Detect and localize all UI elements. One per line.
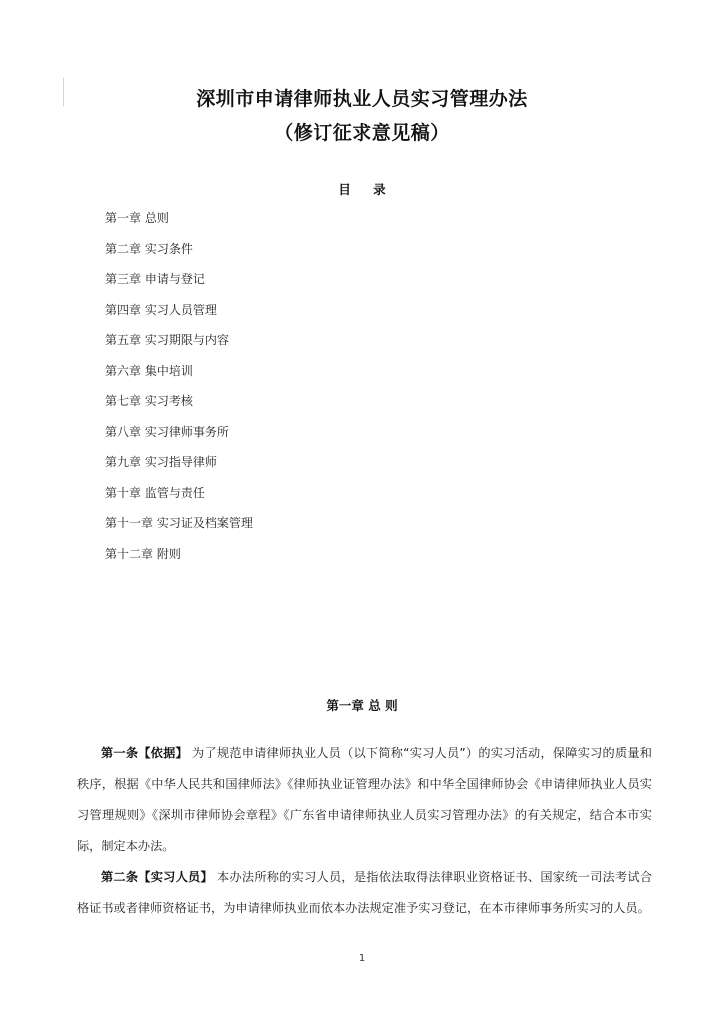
toc-item: 第一章 总则 [105,211,169,225]
toc-item: 第六章 集中培训 [105,363,193,378]
page-number: 1 [358,953,366,964]
article-label: 第二条【实习人员】 [101,870,213,884]
document-title: 深圳市申请律师执业人员实习管理办法 [196,88,528,110]
toc-item: 第五章 实习期限与内容 [105,333,229,347]
chapter-body [77,738,652,924]
article-text: 本办法所称的实习人员，是指依法取得法律职业资格证书、国家统一司法考试合格证书或者律师资格证书，为申请律师执业而依本办法规定准予实习登记，在本市律师事务所实习的人员。 [77,870,653,915]
toc-item: 第七章 实习考核 [105,394,193,408]
chapter-heading: 第一章 总 则 [326,698,398,713]
toc-item: 第十一章 实习证及档案管理 [105,516,253,530]
toc-item: 第二章 实习条件 [105,241,193,256]
document-subtitle: （修订征求意见稿） [274,122,450,144]
toc-item: 第十二章 附则 [105,546,181,561]
toc-item: 第十章 监管与责任 [105,485,205,500]
article-text: 为了规范申请律师执业人员（以下简称“实习人员”）的实习活动，保障实习的质量和秩序，根据《中华人民共和国律师法》《律师执业证管理办法》和中华全国律师协会《申请律师执业人员实习管理规则》《深圳市律师协会章程》《广东省申请律师执业人员实习管理办法》的有关规定，结合本市实际，制定本办法。 [77,746,652,853]
toc-item: 第三章 申请与登记 [105,272,205,286]
toc-item: 第九章 实习指导律师 [105,455,217,469]
article-paragraph [77,738,652,862]
toc-heading: 目 录 [338,182,386,197]
article-label: 第一条【依据】 [101,746,188,760]
table-of-contents [105,210,253,576]
toc-item: 第八章 实习律师事务所 [105,424,229,439]
toc-item: 第四章 实习人员管理 [105,302,217,317]
article-paragraph [77,862,652,924]
